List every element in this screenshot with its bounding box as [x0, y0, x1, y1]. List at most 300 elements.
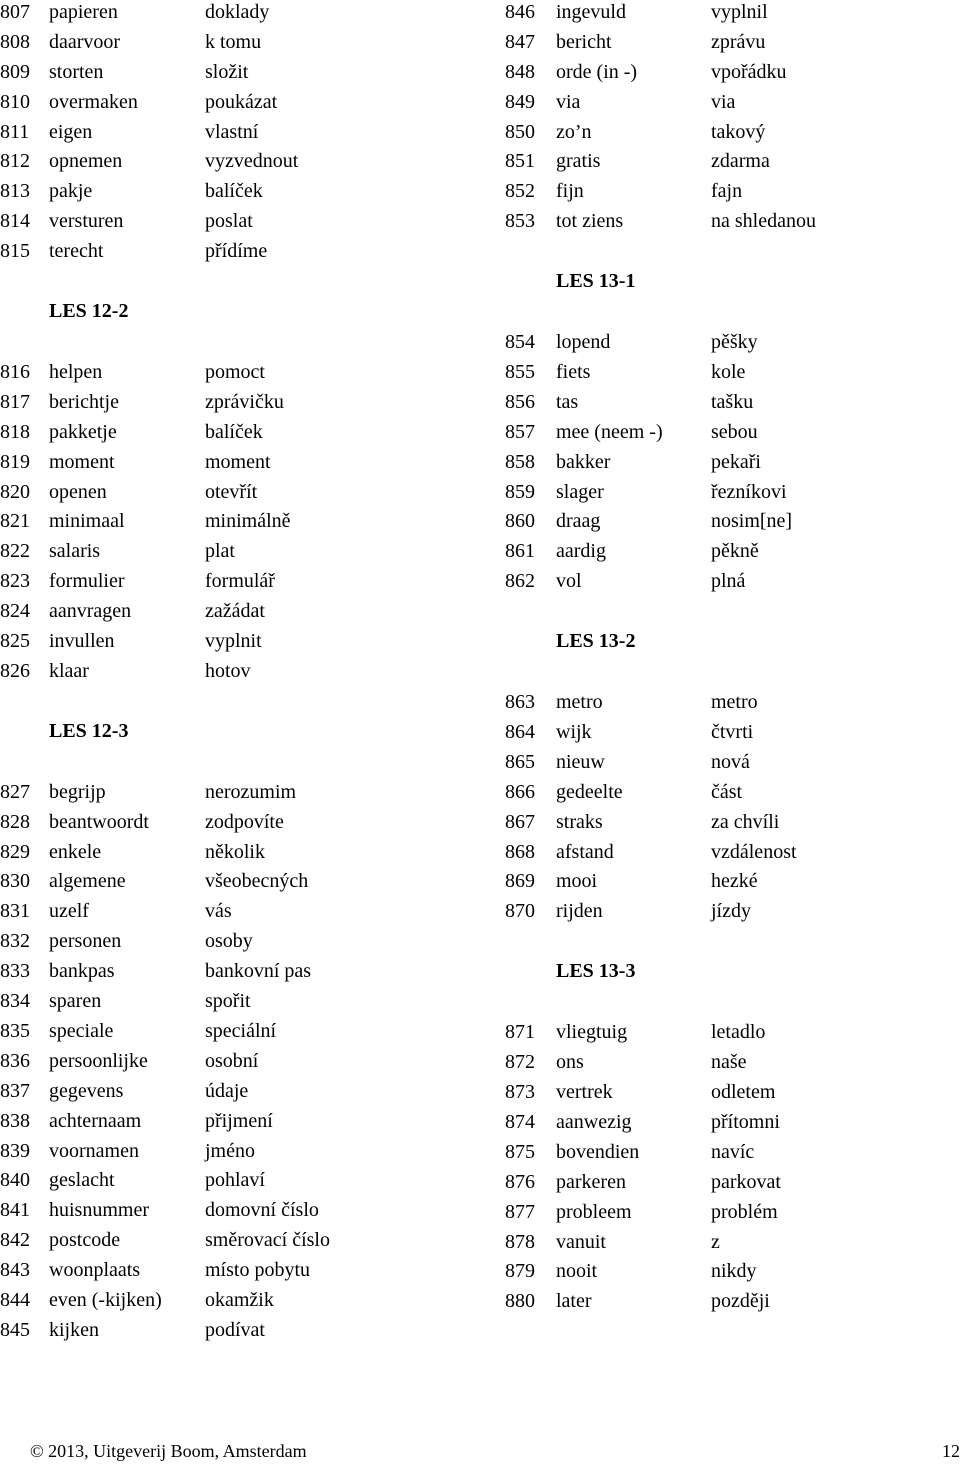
entry-number: 816 [0, 361, 30, 384]
page-footer [0, 1440, 960, 1464]
vocabulary-row [0, 1318, 470, 1348]
vocabulary-row [505, 539, 960, 569]
entry-number: 875 [505, 1140, 535, 1163]
dutch-word: salaris [49, 540, 101, 563]
lesson-heading-label: LES 13-3 [556, 960, 636, 983]
vocabulary-row [0, 480, 470, 510]
czech-translation: vlastní [205, 120, 259, 143]
entry-number: 811 [0, 120, 30, 143]
czech-translation: přijmení [205, 1109, 273, 1132]
vocabulary-row [0, 209, 470, 239]
vocabulary-row [0, 1228, 470, 1258]
section-spacer [505, 300, 960, 330]
dutch-word: opnemen [49, 150, 123, 173]
czech-translation: několik [205, 840, 265, 863]
czech-translation: doklady [205, 1, 270, 23]
czech-translation: speciální [205, 1019, 277, 1042]
entry-number: 870 [505, 900, 535, 923]
vocabulary-row [0, 659, 470, 689]
dutch-word: gedeelte [556, 780, 623, 803]
czech-translation: místo pobytu [205, 1259, 311, 1282]
czech-translation: jízdy [711, 900, 751, 923]
dutch-word: achternaam [49, 1109, 142, 1132]
vocabulary-row [0, 780, 470, 810]
czech-translation: údaje [205, 1079, 249, 1102]
dutch-word: ons [556, 1051, 584, 1074]
vocabulary-row [505, 0, 960, 30]
footer-copyright: © 2013, Uitgeverij Boom, Amsterdam [30, 1441, 307, 1461]
lesson-heading [505, 269, 960, 300]
vocabulary-row [505, 1289, 960, 1319]
czech-translation: moment [205, 450, 271, 473]
vocabulary-row [0, 629, 470, 659]
czech-translation: balíček [205, 180, 263, 203]
dutch-word: sparen [49, 990, 102, 1013]
dutch-word: aanwezig [556, 1110, 632, 1133]
section-spacer [505, 929, 960, 959]
vocabulary-row [505, 60, 960, 90]
czech-translation: řezníkovi [711, 480, 787, 503]
czech-translation: metro [711, 691, 758, 714]
entry-number: 821 [0, 510, 30, 533]
vocabulary-row [0, 1168, 470, 1198]
dutch-word: straks [556, 810, 603, 833]
vocabulary-row [505, 840, 960, 870]
lesson-heading-label: LES 12-2 [49, 300, 129, 323]
vocabulary-row [0, 899, 470, 929]
czech-translation: formulář [205, 570, 275, 593]
dutch-word: personen [49, 930, 122, 953]
czech-translation: nosim[ne] [711, 510, 793, 533]
entry-number: 839 [0, 1139, 30, 1162]
entry-number: 845 [0, 1318, 30, 1341]
entry-number: 814 [0, 210, 30, 233]
dutch-word: openen [49, 480, 107, 503]
dutch-word: tas [556, 390, 579, 413]
entry-number: 809 [0, 60, 30, 83]
entry-number: 865 [505, 750, 535, 773]
entry-number: 818 [0, 420, 30, 443]
czech-translation: letadlo [711, 1021, 766, 1044]
vocabulary-row [505, 1230, 960, 1260]
entry-number: 854 [505, 331, 535, 354]
czech-translation: vzdálenost [711, 840, 797, 863]
czech-translation: nová [711, 750, 750, 773]
entry-number: 819 [0, 450, 30, 473]
czech-translation: za chvíli [711, 810, 780, 833]
dutch-word: woonplaats [49, 1259, 141, 1282]
czech-translation: spořit [205, 990, 251, 1013]
section-spacer [0, 269, 470, 299]
czech-translation: vás [205, 900, 232, 923]
vocabulary-row [0, 1019, 470, 1049]
vocabulary-row [0, 869, 470, 899]
dutch-word: bericht [556, 30, 612, 53]
vocabulary-row [0, 1139, 470, 1169]
vocabulary-row [505, 1170, 960, 1200]
czech-translation: poslat [205, 210, 253, 233]
vocabulary-row [505, 30, 960, 60]
czech-translation: vyplnil [711, 1, 768, 23]
dutch-word: ingevuld [556, 1, 626, 23]
entry-number: 856 [505, 390, 535, 413]
lesson-heading [0, 719, 470, 750]
dutch-word: uzelf [49, 900, 89, 923]
vocabulary-row [505, 390, 960, 420]
czech-translation: složit [205, 60, 249, 83]
vocabulary-row [505, 450, 960, 480]
czech-translation: fajn [711, 180, 743, 203]
dutch-word: formulier [49, 570, 125, 593]
vocabulary-row [505, 1080, 960, 1110]
entry-number: 847 [505, 30, 535, 53]
entry-number: 860 [505, 510, 535, 533]
entry-number: 833 [0, 960, 30, 983]
lesson-heading-label: LES 13-1 [556, 270, 636, 293]
entry-number: 852 [505, 180, 535, 203]
lesson-heading-label: LES 12-3 [49, 719, 129, 742]
entry-number: 871 [505, 1021, 535, 1044]
vocabulary-row [0, 60, 470, 90]
dutch-word: voornamen [49, 1139, 139, 1162]
entry-number: 842 [0, 1229, 30, 1252]
dutch-word: nooit [556, 1260, 598, 1283]
section-spacer [0, 330, 470, 360]
dutch-word: berichtje [49, 390, 119, 413]
czech-translation: nerozumim [205, 780, 297, 803]
dutch-word: daarvoor [49, 30, 121, 53]
czech-translation: otevřít [205, 480, 258, 503]
dutch-word: tot ziens [556, 210, 624, 233]
dutch-word: huisnummer [49, 1199, 149, 1222]
dutch-word: geslacht [49, 1169, 115, 1192]
vocabulary-row [0, 929, 470, 959]
czech-translation: jméno [205, 1139, 255, 1162]
czech-translation: minimálně [205, 510, 291, 533]
vocabulary-row [505, 569, 960, 599]
dutch-word: aanvragen [49, 600, 132, 623]
dutch-word: minimaal [49, 510, 125, 533]
vocabulary-row [0, 120, 470, 150]
vocabulary-row [505, 1050, 960, 1080]
dutch-word: versturen [49, 210, 124, 233]
vocabulary-row [505, 1110, 960, 1140]
dutch-word: terecht [49, 240, 104, 263]
entry-number: 836 [0, 1049, 30, 1072]
dutch-word: moment [49, 450, 115, 473]
entry-number: 823 [0, 570, 30, 593]
vocabulary-row [0, 1198, 470, 1228]
lesson-heading-label: LES 13-2 [556, 630, 636, 653]
section-spacer [0, 750, 470, 780]
entry-number: 867 [505, 810, 535, 833]
czech-translation: balíček [205, 420, 263, 443]
vocabulary-column-left [0, 0, 470, 1348]
entry-number: 820 [0, 480, 30, 503]
entry-number: 841 [0, 1199, 30, 1222]
vocabulary-row [0, 149, 470, 179]
lesson-heading [505, 959, 960, 990]
dutch-word: pakketje [49, 420, 117, 443]
vocabulary-row [505, 750, 960, 780]
vocabulary-row [0, 1288, 470, 1318]
dutch-word: via [556, 90, 581, 113]
entry-number: 844 [0, 1288, 30, 1311]
czech-translation: pomoct [205, 361, 265, 384]
vocabulary-row [0, 450, 470, 480]
vocabulary-row [505, 1020, 960, 1050]
dutch-word: mooi [556, 870, 598, 893]
entry-number: 849 [505, 90, 535, 113]
entry-number: 851 [505, 150, 535, 173]
dutch-word: pakje [49, 180, 93, 203]
entry-number: 861 [505, 540, 535, 563]
entry-number: 880 [505, 1290, 535, 1313]
czech-translation: osobní [205, 1049, 259, 1072]
dutch-word: slager [556, 480, 604, 503]
entry-number: 830 [0, 870, 30, 893]
vocabulary-row [505, 869, 960, 899]
entry-number: 872 [505, 1051, 535, 1074]
entry-number: 876 [505, 1170, 535, 1193]
entry-number: 828 [0, 810, 30, 833]
dutch-word: postcode [49, 1229, 121, 1252]
czech-translation: zprávičku [205, 390, 284, 413]
entry-number: 848 [505, 60, 535, 83]
entry-number: 866 [505, 780, 535, 803]
dutch-word: enkele [49, 840, 102, 863]
vocabulary-row [0, 0, 470, 30]
dutch-word: zo’n [556, 120, 592, 143]
vocabulary-row [505, 179, 960, 209]
czech-translation: vyplnit [205, 630, 262, 653]
vocabulary-row [0, 539, 470, 569]
dutch-word: kijken [49, 1318, 99, 1341]
vocabulary-row [505, 810, 960, 840]
entry-number: 813 [0, 180, 30, 203]
czech-translation: pěšky [711, 331, 758, 354]
dutch-word: aardig [556, 540, 606, 563]
czech-translation: směrovací číslo [205, 1229, 330, 1252]
czech-translation: bankovní pas [205, 960, 312, 983]
czech-translation: zprávu [711, 30, 766, 53]
vocabulary-row [505, 509, 960, 539]
dutch-word: parkeren [556, 1170, 626, 1193]
czech-translation: tašku [711, 390, 754, 413]
czech-translation: pěkně [711, 540, 759, 563]
czech-translation: via [711, 90, 736, 113]
entry-number: 874 [505, 1110, 535, 1133]
vocabulary-row [0, 30, 470, 60]
czech-translation: přídíme [205, 240, 268, 263]
section-spacer [505, 239, 960, 269]
entry-number: 808 [0, 30, 30, 53]
dutch-word: orde (in -) [556, 60, 638, 83]
dutch-word: fiets [556, 361, 591, 384]
entry-number: 857 [505, 420, 535, 443]
czech-translation: sebou [711, 420, 758, 443]
czech-translation: zodpovíte [205, 810, 284, 833]
entry-number: 843 [0, 1259, 30, 1282]
lesson-heading [0, 299, 470, 330]
vocabulary-row [0, 959, 470, 989]
vocabulary-row [0, 420, 470, 450]
czech-translation: plat [205, 540, 235, 563]
dutch-word: wijk [556, 721, 592, 744]
vocabulary-row [0, 1079, 470, 1109]
vocabulary-row [0, 390, 470, 420]
czech-translation: osoby [205, 930, 253, 953]
czech-translation: přítomni [711, 1110, 780, 1133]
dutch-word: afstand [556, 840, 614, 863]
czech-translation: část [711, 780, 743, 803]
dutch-word: vliegtuig [556, 1021, 628, 1044]
dutch-word: eigen [49, 120, 93, 143]
czech-translation: pohlaví [205, 1169, 265, 1192]
vocabulary-row [505, 899, 960, 929]
dutch-word: mee (neem -) [556, 420, 663, 443]
czech-translation: hezké [711, 870, 758, 893]
entry-number: 832 [0, 930, 30, 953]
czech-translation: vpořádku [711, 60, 787, 83]
entry-number: 840 [0, 1169, 30, 1192]
dutch-word: overmaken [49, 90, 138, 113]
section-spacer [505, 660, 960, 690]
vocabulary-row [0, 239, 470, 269]
dutch-word: invullen [49, 630, 115, 653]
czech-translation: později [711, 1290, 770, 1313]
czech-translation: kole [711, 361, 746, 384]
dutch-word: vol [556, 570, 582, 593]
entry-number: 807 [0, 1, 30, 23]
entry-number: 831 [0, 900, 30, 923]
czech-translation: navíc [711, 1140, 755, 1163]
vocabulary-row [505, 690, 960, 720]
czech-translation: zdarma [711, 150, 770, 173]
dutch-word: papieren [49, 1, 118, 23]
czech-translation: hotov [205, 659, 251, 682]
dutch-word: lopend [556, 331, 611, 354]
vocabulary-row [0, 840, 470, 870]
vocabulary-row [505, 720, 960, 750]
entry-number: 835 [0, 1019, 30, 1042]
dutch-word: algemene [49, 870, 126, 893]
entry-number: 825 [0, 630, 30, 653]
czech-translation: na shledanou [711, 210, 816, 233]
czech-translation: podívat [205, 1318, 265, 1341]
entry-number: 878 [505, 1230, 535, 1253]
entry-number: 879 [505, 1260, 535, 1283]
czech-translation: odletem [711, 1081, 776, 1104]
czech-translation: z [711, 1230, 720, 1253]
czech-translation: poukázat [205, 90, 278, 113]
czech-translation: plná [711, 570, 746, 593]
entry-number: 855 [505, 361, 535, 384]
lesson-heading [505, 629, 960, 660]
dutch-word: fijn [556, 180, 584, 203]
entry-number: 859 [505, 480, 535, 503]
vocabulary-row [0, 509, 470, 539]
dutch-word: begrijp [49, 780, 106, 803]
vocabulary-row [505, 209, 960, 239]
dutch-word: klaar [49, 659, 89, 682]
vocabulary-row [505, 1259, 960, 1289]
entry-number: 822 [0, 540, 30, 563]
dutch-word: nieuw [556, 750, 605, 773]
entry-number: 812 [0, 150, 30, 173]
czech-translation: všeobecných [205, 870, 309, 893]
czech-translation: zažádat [205, 600, 265, 623]
czech-translation: naše [711, 1051, 747, 1074]
entry-number: 863 [505, 691, 535, 714]
entry-number: 873 [505, 1081, 535, 1104]
entry-number: 853 [505, 210, 535, 233]
vocabulary-row [0, 569, 470, 599]
entry-number: 829 [0, 840, 30, 863]
entry-number: 827 [0, 780, 30, 803]
entry-number: 864 [505, 721, 535, 744]
czech-translation: problém [711, 1200, 778, 1223]
dutch-word: bankpas [49, 960, 115, 983]
dutch-word: gegevens [49, 1079, 124, 1102]
vocabulary-row [0, 1049, 470, 1079]
dutch-word: beantwoordt [49, 810, 149, 833]
vocabulary-row [0, 989, 470, 1019]
dutch-word: helpen [49, 361, 103, 384]
entry-number: 868 [505, 840, 535, 863]
czech-translation: čtvrti [711, 721, 754, 744]
vocabulary-row [505, 90, 960, 120]
entry-number: 877 [505, 1200, 535, 1223]
vocabulary-row [505, 1140, 960, 1170]
dutch-word: persoonlijke [49, 1049, 148, 1072]
dutch-word: probleem [556, 1200, 632, 1223]
czech-translation: okamžik [205, 1288, 274, 1311]
entry-number: 815 [0, 240, 30, 263]
entry-number: 846 [505, 1, 535, 23]
entry-number: 834 [0, 990, 30, 1013]
dutch-word: rijden [556, 900, 603, 923]
entry-number: 824 [0, 600, 30, 623]
vocabulary-row [505, 480, 960, 510]
section-spacer [0, 689, 470, 719]
page-number: 12 [942, 1441, 960, 1461]
vocabulary-row [505, 780, 960, 810]
dutch-word: draag [556, 510, 601, 533]
vocabulary-row [0, 360, 470, 390]
vocabulary-row [0, 179, 470, 209]
vocabulary-column-right [505, 0, 960, 1319]
vocabulary-row [505, 330, 960, 360]
vocabulary-row [0, 599, 470, 629]
dutch-word: gratis [556, 150, 601, 173]
dutch-word: metro [556, 691, 603, 714]
dutch-word: bakker [556, 450, 611, 473]
vocabulary-row [0, 810, 470, 840]
dutch-word: later [556, 1290, 592, 1313]
entry-number: 850 [505, 120, 535, 143]
vocabulary-row [505, 1200, 960, 1230]
dutch-word: storten [49, 60, 104, 83]
entry-number: 862 [505, 570, 535, 593]
czech-translation: parkovat [711, 1170, 781, 1193]
entry-number: 838 [0, 1109, 30, 1132]
entry-number: 858 [505, 450, 535, 473]
vocabulary-row [0, 1109, 470, 1139]
dutch-word: vanuit [556, 1230, 606, 1253]
entry-number: 817 [0, 390, 30, 413]
vocabulary-row [505, 120, 960, 150]
